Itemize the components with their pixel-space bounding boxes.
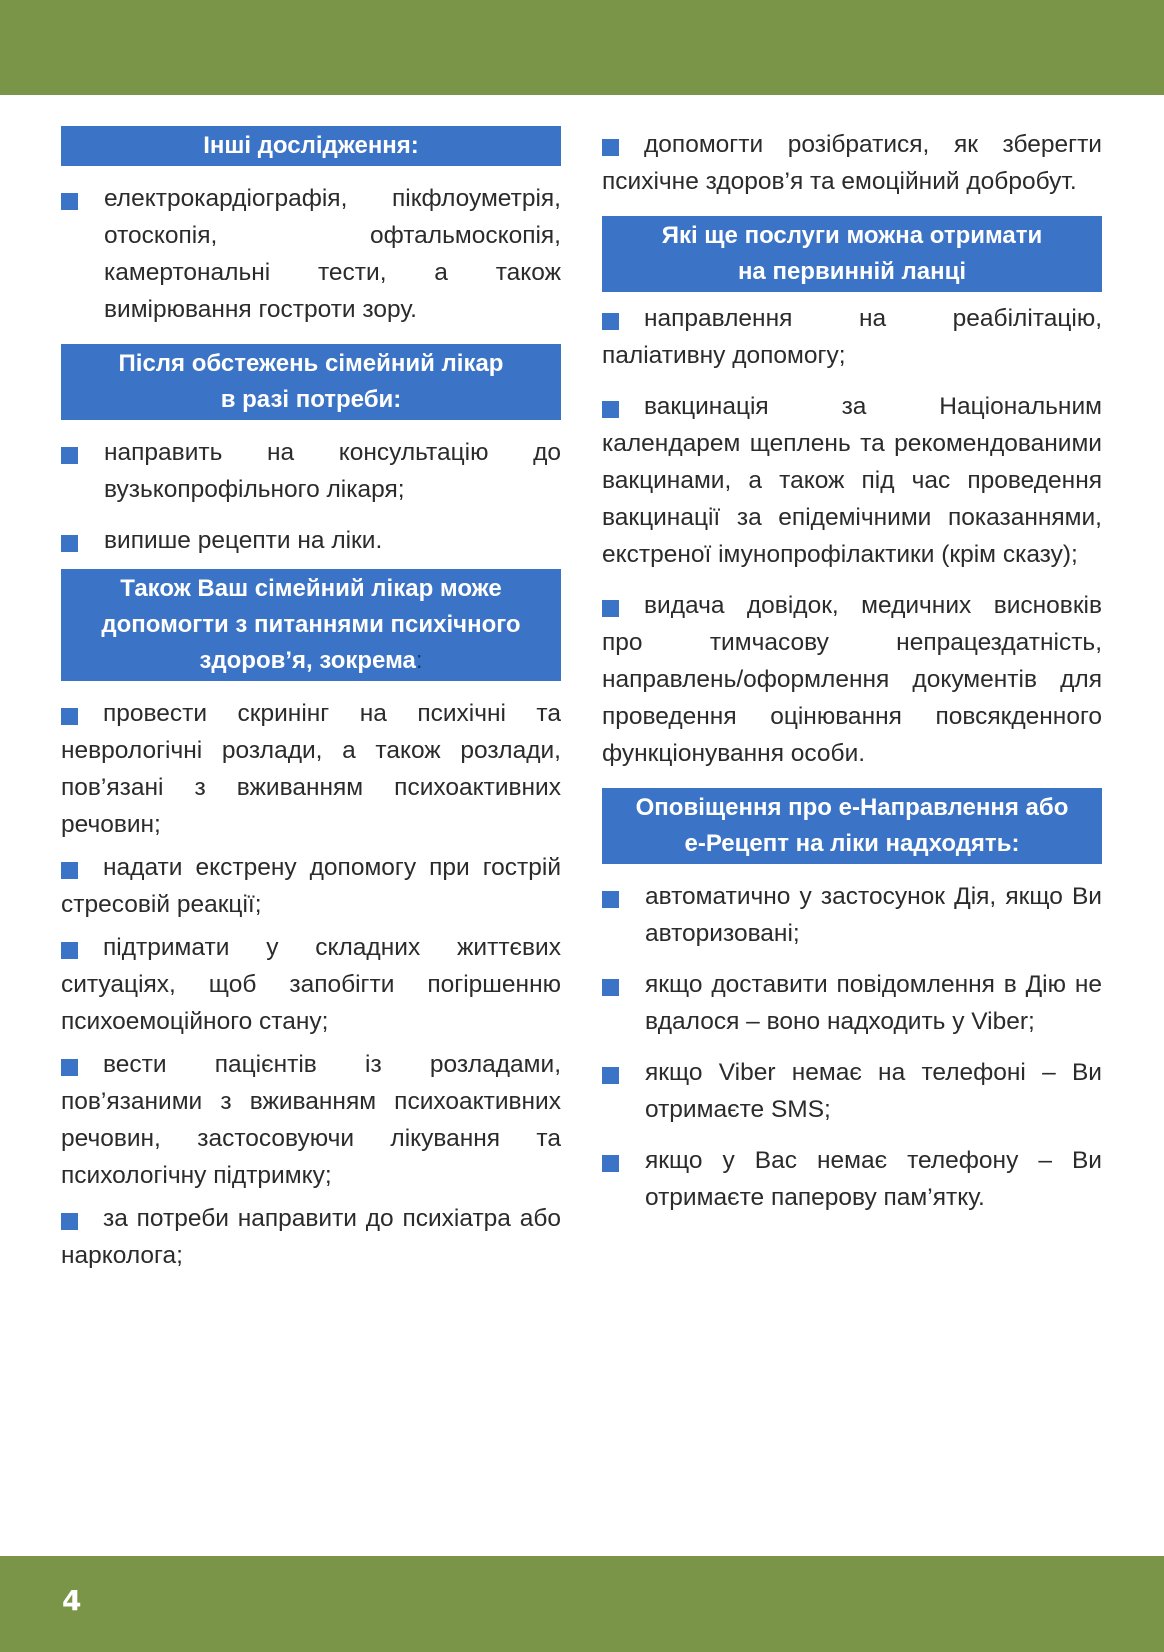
square-bullet-icon [602,600,619,617]
square-bullet-icon [602,139,619,156]
square-bullet-icon [602,1067,619,1084]
list-item: видача довідок, медичних висновків про тимчасову непрацездатність, направлень/оформлення документів для проведення оцінювання повсякденного функціонування особи. [602,592,1102,767]
list-item: за потреби направити до психіатра або нарколога; [61,1205,561,1269]
square-bullet-icon [61,535,78,552]
list-item: вакцинація за Національним календарем щеплень та рекомендованими вакцинами, а також під час проведення вакцинації за епідемічними показаннями, екстреної імунопрофілактики (крім сказу); [602,393,1102,568]
square-bullet-icon [61,1213,78,1230]
square-bullet-icon [61,862,78,879]
list-item: електрокардіографія, пікфлоуметрія, отоскопія, офтальмоскопія, камертональні тести, а також вимірювання гостроти зору. [61,180,561,328]
square-bullet-icon [61,193,78,210]
list-item: провести скринінг на психічні та неврологічні розлади, а також розлади, пов’язані з вживанням психоактивних речовин; [61,700,561,838]
bottom-decorative-bar [0,1556,1164,1652]
list-item: направлення на реабілітацію, паліативну допомогу; [602,305,1102,369]
list-item: автоматично у застосунок Дія, якщо Ви авторизовані; [602,878,1102,952]
list-item: випише рецепти на ліки. [61,522,561,559]
list-item: направить на консультацію до вузькопрофільного лікаря; [61,434,561,508]
square-bullet-icon [602,401,619,418]
square-bullet-icon [602,1155,619,1172]
left-column [61,126,561,1280]
square-bullet-icon [61,447,78,464]
list-item: допомогти розібратися, як зберегти психічне здоров’я та емоційний добробут. [602,131,1102,195]
list-item: підтримати у складних життєвих ситуаціях, щоб запобігти погіршенню психоемоційного стану; [61,934,561,1035]
section-header-other-tests: Інші дослідження: [61,126,561,166]
list-item: якщо доставити повідомлення в Дію не вдалося – воно надходить у Viber; [602,966,1102,1040]
section-header-after-exams: Після обстежень сімейний лікар в разі потреби: [61,344,561,420]
top-decorative-bar [0,0,1164,95]
square-bullet-icon [61,708,78,725]
square-bullet-icon [61,1059,78,1076]
square-bullet-icon [602,313,619,330]
right-column [602,126,1102,1230]
list-item: якщо у Вас немає телефону – Ви отримаєте паперову пам’ятку. [602,1142,1102,1216]
list-item: надати екстрену допомогу при гострій стресовій реакції; [61,854,561,918]
list-item: вести пацієнтів із розладами, пов’язаними з вживанням психоактивних речовин, застосовуючи лікування та психологічну підтримку; [61,1051,561,1189]
list-item: якщо Viber немає на телефоні – Ви отримаєте SMS; [602,1054,1102,1128]
square-bullet-icon [602,979,619,996]
section-header-notifications: Оповіщення про е-Направлення або е-Рецепт на ліки надходять: [602,788,1102,864]
page-number: 4 [62,1584,82,1617]
square-bullet-icon [61,942,78,959]
square-bullet-icon [602,891,619,908]
section-header-mental-health: Також Ваш сімейний лікар може допомогти з питаннями психічного здоров’я, зокрема: [61,569,561,681]
section-header-other-services: Які ще послуги можна отримати на первинній ланці [602,216,1102,292]
